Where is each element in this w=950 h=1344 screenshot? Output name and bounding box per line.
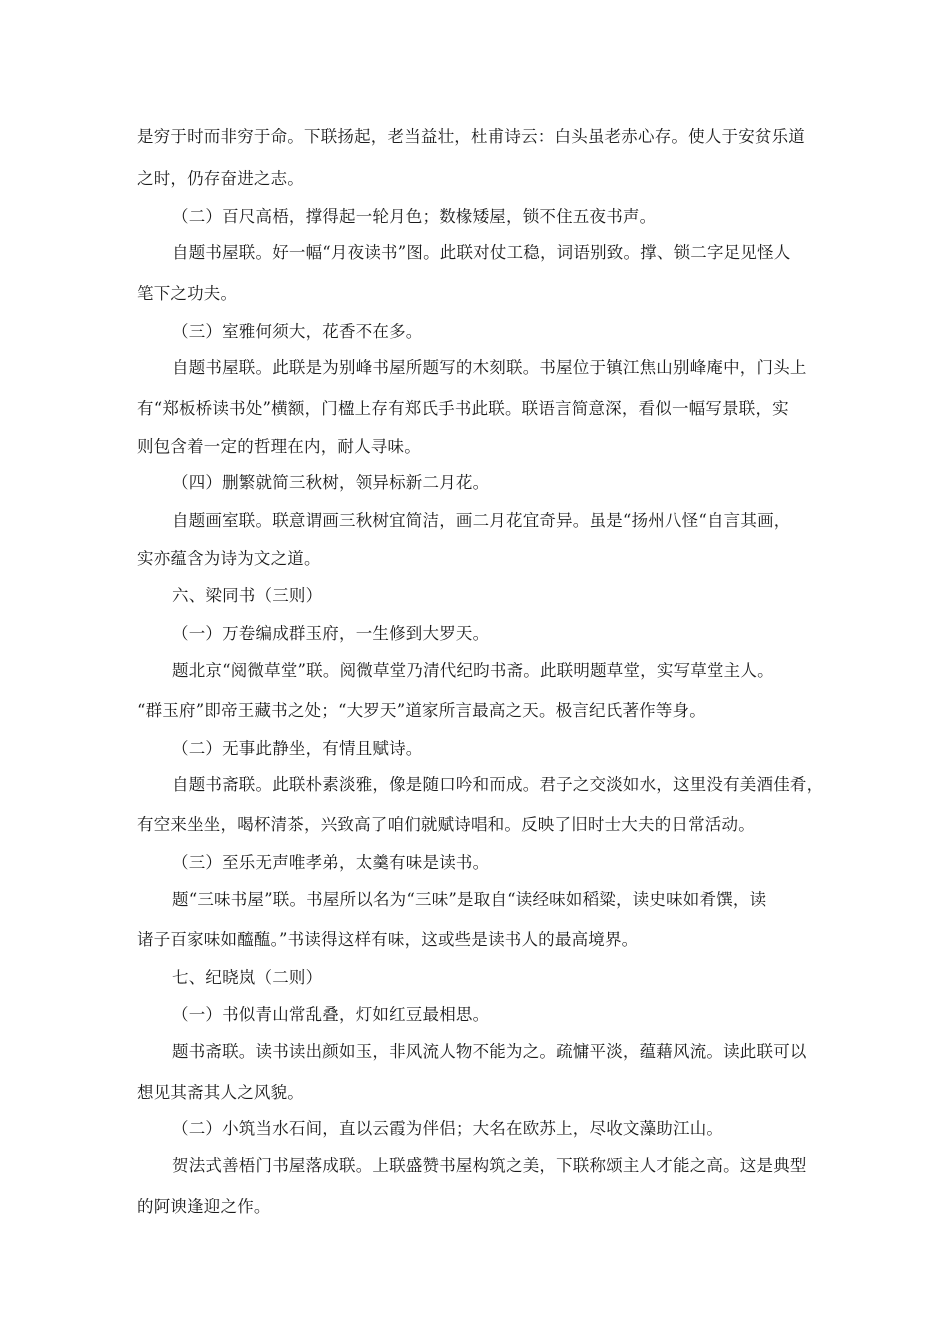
text-line: （三）室雅何须大，花香不在多。 bbox=[172, 322, 423, 341]
text-line: 自题书屋联。好一幅“月夜读书”图。此联对仗工稳，词语别致。撑、锁二字足见怪人 bbox=[172, 243, 791, 262]
section-heading: 六、梁同书（三则） bbox=[172, 586, 323, 605]
text-line: 自题书屋联。此联是为别峰书屋所题写的木刻联。书屋位于镇江焦山别峰庵中，门头上 bbox=[172, 358, 807, 377]
text-line: （三）至乐无声唯孝弟，太羹有味是读书。 bbox=[172, 853, 490, 872]
text-line: 自题画室联。联意谓画三秋树宜简洁，画二月花宜奇异。虽是“扬州八怪“自言其画， bbox=[172, 511, 791, 530]
text-line: “群玉府”即帝王藏书之处；“大罗天”道家所言最高之天。极言纪氏著作等身。 bbox=[137, 701, 706, 720]
text-line: 的阿谀逢迎之作。 bbox=[137, 1197, 271, 1216]
text-line: 有空来坐坐，喝杯清茶，兴致高了咱们就赋诗唱和。反映了旧时士大夫的日常活动。 bbox=[137, 815, 755, 834]
text-line: 题书斋联。读书读出颜如玉，非风流人物不能为之。疏慵平淡，蕴藉风流。读此联可以 bbox=[172, 1042, 807, 1061]
text-line: 题北京“阅微草堂”联。阅微草堂乃清代纪昀书斋。此联明题草堂，实写草堂主人。 bbox=[172, 661, 774, 680]
text-line: （一）书似青山常乱叠，灯如红豆最相思。 bbox=[172, 1005, 490, 1024]
text-line: 题“三味书屋”联。书屋所以名为“三味”是取自“读经味如稻粱，读史味如肴馔，读 bbox=[172, 890, 767, 909]
text-line: 贺法式善梧门书屋落成联。上联盛赞书屋构筑之美，下联称颂主人才能之高。这是典型 bbox=[172, 1156, 807, 1175]
text-line: 自题书斋联。此联朴素淡雅，像是随口吟和而成。君子之交淡如水，这里没有美酒佳肴， bbox=[172, 775, 824, 794]
text-line: 笔下之功夫。 bbox=[137, 284, 238, 303]
text-line: （二）无事此静坐，有情且赋诗。 bbox=[172, 739, 423, 758]
section-heading: 七、纪晓岚（二则） bbox=[172, 968, 323, 987]
text-line: （二）百尺高梧，撑得起一轮月色；数椽矮屋，锁不住五夜书声。 bbox=[172, 207, 657, 226]
text-line: 诸子百家味如醯醢。”书读得这样有味，这或些是读书人的最高境界。 bbox=[137, 930, 639, 949]
text-line: （四）删繁就简三秋树，领异标新二月花。 bbox=[172, 473, 490, 492]
text-line: 实亦蕴含为诗为文之道。 bbox=[137, 549, 321, 568]
text-line: （一）万卷编成群玉府，一生修到大罗天。 bbox=[172, 624, 490, 643]
text-line: 有“郑板桥读书处”横额，门楹上存有郑氏手书此联。联语言简意深，看似一幅写景联，实 bbox=[137, 399, 789, 418]
text-line: （二）小筑当水石间，直以云霞为伴侣；大名在欧苏上，尽收文藻助江山。 bbox=[172, 1119, 724, 1138]
text-line: 则包含着一定的哲理在内，耐人寻味。 bbox=[137, 437, 421, 456]
text-line: 之时，仍存奋进之志。 bbox=[137, 169, 304, 188]
text-line: 是穷于时而非穷于命。下联扬起，老当益壮，杜甫诗云：白头虽老赤心存。使人于安贫乐道 bbox=[137, 127, 805, 146]
text-line: 想见其斋其人之风貌。 bbox=[137, 1083, 304, 1102]
